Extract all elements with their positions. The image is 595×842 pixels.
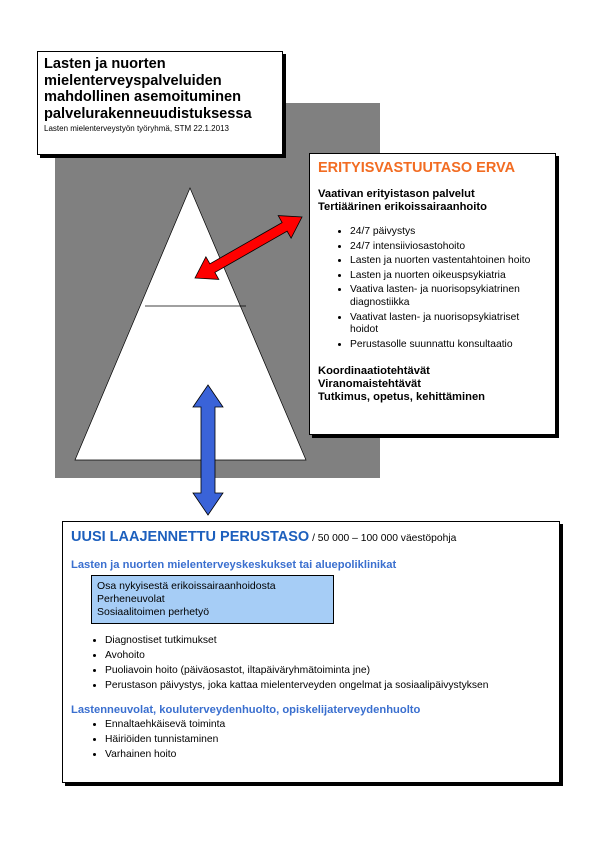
list-item: • Avohoito [105,649,551,662]
list-item: • Lasten ja nuorten vastentahtoinen hoito [350,255,547,268]
list-item: • Perustason päivystys, joka kattaa mielenterveyden ongelmat ja sosiaalipäivystyksen [105,679,551,692]
section-heading-centers: Lasten ja nuorten mielenterveyskeskukset tai aluepoliklinikat [71,559,397,571]
erva-footer-line: Viranomaistehtävät [318,378,422,391]
list-item: • Häiriöiden tunnistaminen [105,733,551,746]
title-box [37,51,283,155]
list-item: • Diagnostiset tutkimukset [105,634,551,647]
list-item: • Vaativa lasten- ja nuorisopsykiatrinen diagnostiikka [350,284,547,309]
highlight-box [91,575,334,624]
diagram-subtitle: Lasten mielenterveystyön työryhmä, STM 22.1.2013 [44,124,229,133]
base-level-box [62,521,560,783]
erva-footer-line: Koordinaatiotehtävät [318,365,430,378]
list-item: • Ennaltaehkäisevä toiminta [105,718,551,731]
list-item: • Lasten ja nuorten oikeuspsykiatria [350,270,547,283]
highlight-line: Sosiaalitoimen perhetyö [97,606,210,618]
diagram-title: Lasten ja nuorten mielenterveyspalveluiden mahdollinen asemoituminen palvelurakenneuudistuksessa [44,56,252,122]
erva-subheading: Vaativan erityistason palvelut [318,188,475,200]
list-item: • Puoliavoin hoito (päiväosastot, iltapäiväryhmätoiminta jne) [105,664,551,677]
base-title-row [71,528,551,546]
erva-footer-line: Tutkimus, opetus, kehittäminen [318,391,486,404]
erva-title: ERITYISVASTUUTASO ERVA [318,160,516,176]
section-heading-health-care: Lastenneuvolat, kouluterveydenhuolto, opiskelijaterveydenhuolto [71,704,421,716]
erva-item-list [318,226,547,351]
base-item-list [71,634,551,692]
health-item-list [71,718,551,761]
list-item: • 24/7 intensiiviosastohoito [350,241,547,254]
list-item: • Vaativat lasten- ja nuorisopsykiatriset hoidot [350,312,547,337]
highlight-line: Perheneuvolat [97,593,165,605]
highlight-line: Osa nykyisestä erikoissairaanhoidosta [97,580,276,592]
erva-subheading: Tertiäärinen erikoissairaanhoito [318,201,487,213]
list-item: • 24/7 päivystys [350,226,547,239]
list-item: • Perustasolle suunnattu konsultaatio [350,339,547,352]
list-item: • Varhainen hoito [105,748,551,761]
base-population: / 50 000 – 100 000 väestöpohja [309,533,457,544]
base-title: UUSI LAAJENNETTU PERUSTASO [71,529,310,545]
erva-box [309,153,556,435]
